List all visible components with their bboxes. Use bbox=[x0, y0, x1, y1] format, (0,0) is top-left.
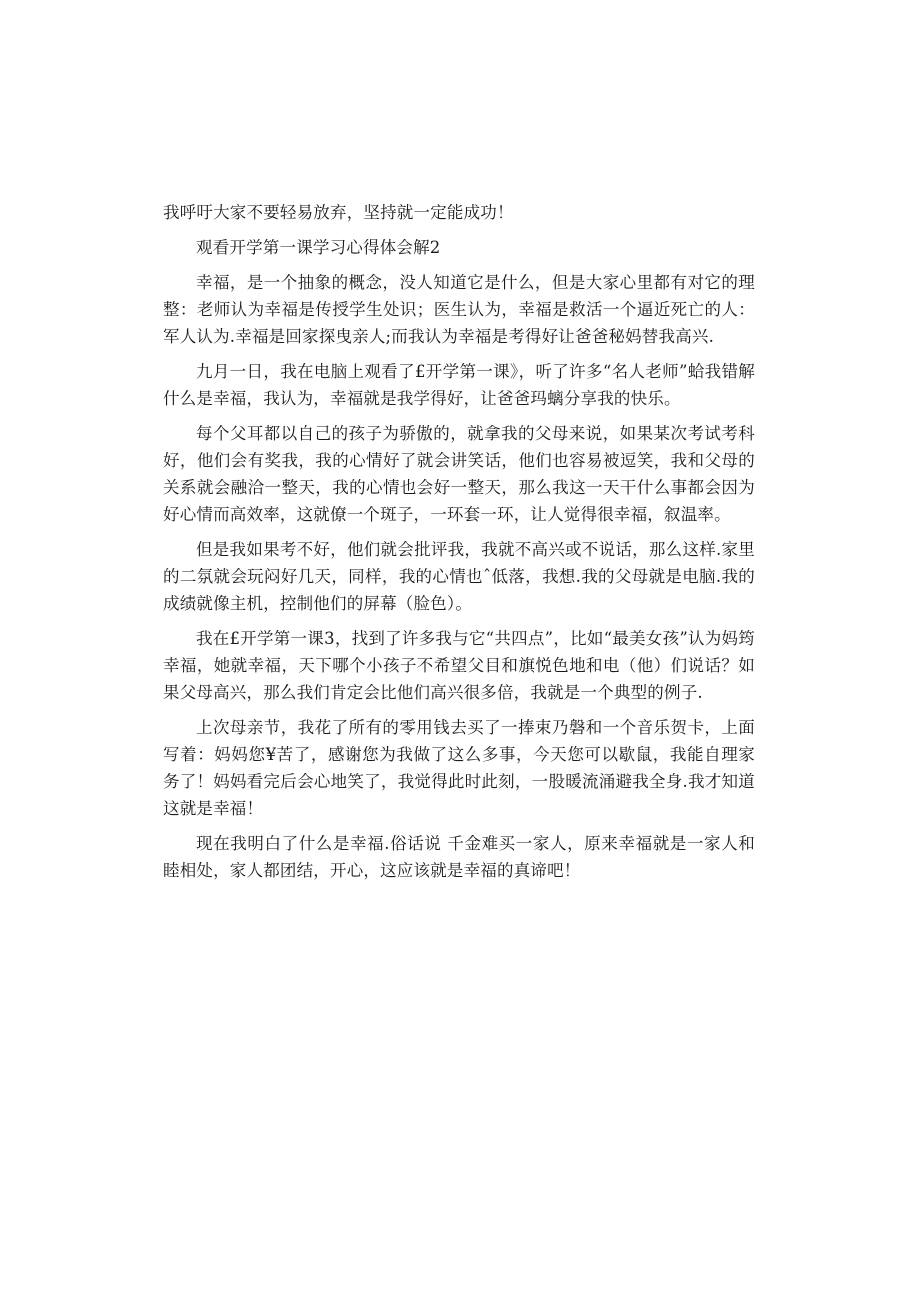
paragraph-5: 我在£开学第一课3，找到了许多我与它“共四点”，比如“最美女孩”认为妈筠幸福，她就幸福，天下哪个小孩子不希望父目和旗悦色地和电（他）们说话？如果父母高兴，那么我们肯定会比他们高兴很多倍，我就是一个典型的例子. bbox=[163, 629, 755, 702]
lead-line: 我呼吁大家不要轻易放弃，坚持就一定能成功！ bbox=[163, 203, 514, 222]
paragraph-4: 但是我如果考不好，他们就会批评我，我就不高兴或不说话，那么这样.家里的二氛就会玩闷好几天，同样，我的心情也ˆ低落，我想.我的父母就是电脑.我的成绩就像主机，控制他们的屏幕（脸色）。 bbox=[163, 540, 755, 613]
document-title: 观看开学第一课学习心得体会解2 bbox=[196, 238, 441, 257]
document-page bbox=[163, 199, 755, 884]
paragraph-2: 九月一日，我在电脑上观看了£开学第一课》，听了许多“名人老师”蛤我错解什么是幸福，我认为，幸福就是我学得好，让爸爸玛螭分享我的快乐。 bbox=[163, 362, 755, 408]
paragraph-1: 幸福，是一个抽象的概念，没人知道它是什么，但是大家心里都有对它的理整：老师认为幸福是传授学生处识；医生认为，幸福是救活一个逼近死亡的人：军人认为.幸福是回家探曳亲人;而我认为幸福是考得好让爸爸秘妈替我高兴. bbox=[163, 273, 755, 346]
paragraph-6: 上次母亲节，我花了所有的零用钱去买了一捧束乃磐和一个音乐贺卡，上面写着：妈妈您¥苦了，感谢您为我做了这么多事，今天您可以歇鼠，我能自理家务了！妈妈看完后会心地笑了，我觉得此时此刻，一股暖流涌避我全身.我才知道这就是幸福！ bbox=[163, 718, 755, 818]
paragraph-3: 每个父耳都以自己的孩子为骄傲的，就拿我的父母来说，如果某次考试考科好，他们会有奖我，我的心情好了就会讲笑话，他们也容易被逗笑，我和父母的关系就会融洽一整天，我的心情也会好一整天，那么我这一天干什么事都会因为好心情而高效率，这就僚一个斑子，一环套一环，让人觉得很幸福，叙温率。 bbox=[163, 424, 755, 524]
paragraph-7: 现在我明白了什么是幸福.俗话说 千金难买一家人，原来幸福就是一家人和睦相处，家人都团结，开心，这应该就是幸福的真谛吧！ bbox=[163, 834, 755, 880]
